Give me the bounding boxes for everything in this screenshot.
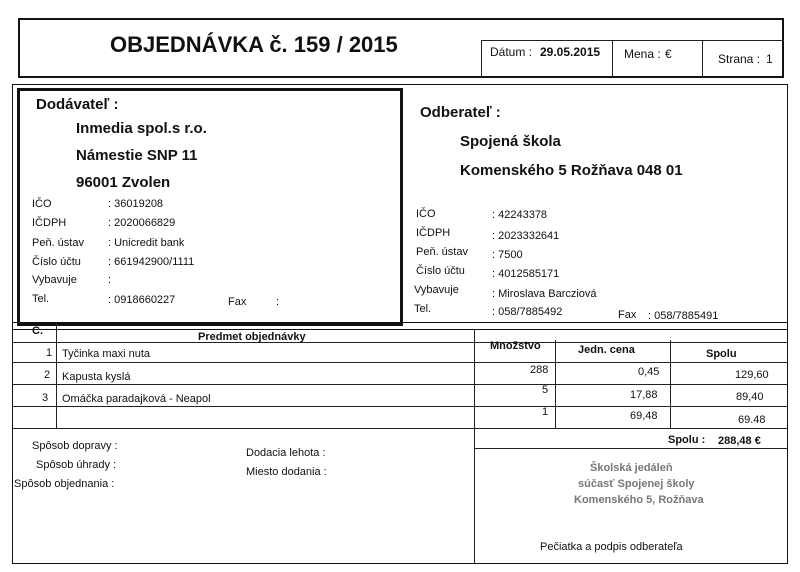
page-value: 1	[766, 52, 773, 66]
row-3-price: 69,48	[630, 410, 658, 422]
row-2-no: 2	[44, 369, 51, 381]
table-col-item-divider	[474, 330, 475, 564]
row-3-no: 3	[42, 392, 49, 404]
row-1-total: 129,60	[735, 369, 769, 381]
supplier-ico-label: IČO	[32, 198, 52, 210]
supplier-tel-label: Tel.	[32, 293, 50, 305]
date-label: Dátum :	[490, 45, 533, 59]
row-1-no: 1	[46, 347, 53, 359]
stamp-line-2: súčasť Spojenej školy	[578, 478, 695, 490]
customer-name: Spojená škola	[460, 133, 561, 150]
supplier-street: Námestie SNP 11	[76, 147, 198, 164]
supplier-name: Inmedia spol.s r.o.	[76, 120, 207, 137]
table-col-qty-divider	[555, 340, 556, 428]
col-header-no: Č.	[32, 325, 43, 337]
customer-fax-value: : 058/7885491	[648, 310, 719, 322]
col-header-qty: Množstvo	[490, 340, 541, 352]
customer-tel-label: Tel.	[414, 303, 432, 315]
row-1-price: 0,45	[638, 366, 660, 378]
customer-bank-value: : 7500	[492, 249, 523, 261]
customer-icdph-value: : 2023332641	[492, 230, 560, 242]
transport-label: Spôsob dopravy :	[32, 440, 118, 452]
customer-ico-label: IČO	[416, 208, 436, 220]
customer-ico-value: : 42243378	[492, 209, 548, 221]
col-header-total: Spolu	[706, 348, 737, 360]
date-value: 29.05.2015	[540, 45, 601, 59]
customer-address: Komenského 5 Rožňava 048 01	[460, 162, 683, 179]
supplier-tel-value: : 0918660227	[108, 294, 176, 306]
order-title: OBJEDNÁVKA č. 159 / 2015	[110, 32, 398, 57]
page-label: Strana :	[718, 52, 761, 66]
row-3-total: 69.48	[738, 414, 766, 426]
supplier-bank-label: Peň. ústav	[32, 237, 84, 249]
sum-label: Spolu :	[668, 434, 706, 446]
signature-label: Pečiatka a podpis odberateľa	[540, 541, 683, 553]
supplier-contact-value: :	[108, 274, 112, 286]
header-subrow-line	[481, 40, 784, 41]
customer-tel-value: : 058/7885492	[492, 306, 563, 318]
sum-value: 288,48 €	[718, 435, 761, 447]
table-row-line-1	[12, 362, 788, 363]
ordering-label: Spôsob objednania :	[14, 478, 115, 490]
row-1-item: Tyčinka maxi nuta	[62, 348, 151, 360]
customer-heading: Odberateľ :	[420, 104, 501, 121]
customer-account-value: : 4012585171	[492, 268, 560, 280]
supplier-account-label: Číslo účtu	[32, 256, 81, 268]
col-header-item: Predmet objednávky	[198, 331, 306, 343]
row-2-qty: 5	[542, 384, 549, 396]
stamp-line-3: Komenského 5, Rožňava	[574, 494, 704, 506]
supplier-heading: Dodávateľ :	[36, 96, 119, 113]
customer-contact-label: Vybavuje	[414, 284, 459, 296]
row-3-item: Omáčka paradajková - Neapol	[62, 393, 211, 405]
table-row-line-4	[12, 428, 788, 429]
table-sum-line	[474, 448, 788, 449]
delivery-term-label: Dodacia lehota :	[246, 447, 326, 459]
currency-value: €	[665, 47, 672, 61]
row-2-total: 89,40	[736, 391, 764, 403]
customer-contact-value: : Miroslava Barcziová	[492, 288, 597, 300]
row-2-price: 17,88	[630, 389, 658, 401]
row-1-qty: 288	[530, 364, 549, 376]
col-header-price: Jedn. cena	[578, 344, 635, 356]
supplier-bank-value: : Unicredit bank	[108, 237, 185, 249]
customer-icdph-label: IČDPH	[416, 227, 451, 239]
customer-fax-label: Fax	[618, 309, 637, 321]
table-col-price-divider	[670, 340, 671, 428]
row-3-qty: 1	[542, 406, 549, 418]
header-divider-currency	[612, 40, 613, 78]
delivery-place-label: Miesto dodania :	[246, 466, 327, 478]
customer-bank-label: Peň. ústav	[416, 246, 468, 258]
currency-label: Mena :	[624, 47, 661, 61]
supplier-box	[17, 88, 403, 326]
payment-label: Spôsob úhrady :	[36, 459, 117, 471]
table-row-line-2	[12, 384, 788, 385]
table-row-line-3	[12, 406, 788, 407]
row-2-item: Kapusta kyslá	[62, 371, 131, 383]
supplier-fax-label: Fax	[228, 296, 247, 308]
supplier-account-value: : 661942900/1111	[108, 256, 195, 268]
header-divider-date	[481, 40, 482, 78]
table-header-line	[12, 342, 788, 343]
supplier-icdph-label: IČDPH	[32, 217, 67, 229]
stamp-line-1: Školská jedáleň	[590, 462, 673, 474]
supplier-city: 96001 Zvolen	[76, 174, 171, 191]
supplier-icdph-value: : 2020066829	[108, 217, 176, 229]
header-divider-page	[702, 40, 703, 78]
table-col-no-divider	[56, 322, 57, 428]
supplier-fax-value: :	[276, 296, 280, 308]
supplier-ico-value: : 36019208	[108, 198, 164, 210]
supplier-contact-label: Vybavuje	[32, 274, 77, 286]
customer-account-label: Číslo účtu	[416, 265, 465, 277]
